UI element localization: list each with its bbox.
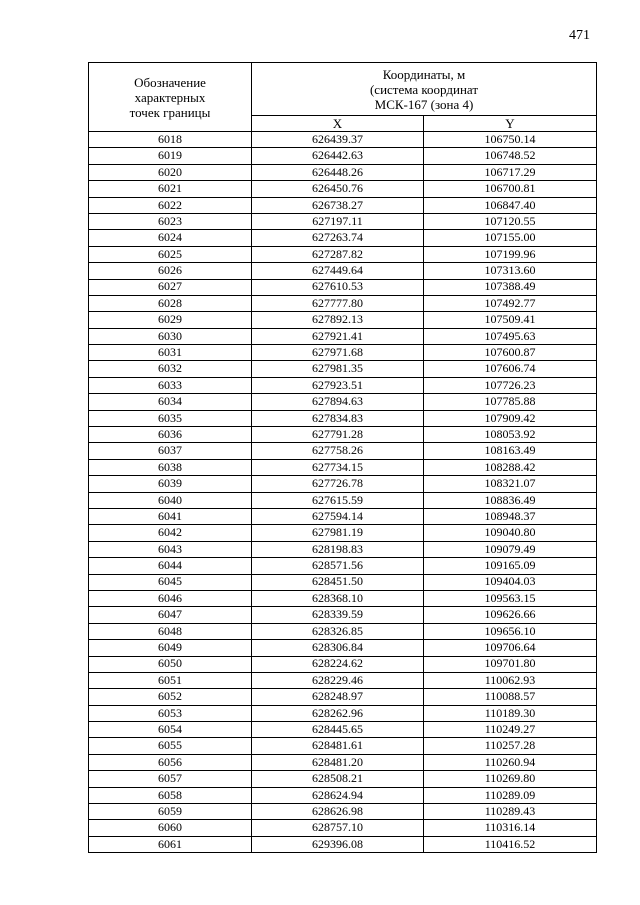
table-row	[89, 377, 597, 393]
y-coordinate-cell: 107909.42	[424, 410, 597, 426]
point-id-cell: 6021	[89, 181, 252, 197]
y-coordinate-cell: 107120.55	[424, 213, 597, 229]
table-row	[89, 361, 597, 377]
table-row	[89, 246, 597, 262]
coords-header-line3: МСК-167 (зона 4)	[374, 96, 474, 112]
table-row	[89, 213, 597, 229]
table-row	[89, 476, 597, 492]
x-coordinate-cell: 628262.96	[252, 705, 424, 721]
point-id-cell: 6032	[89, 361, 252, 377]
y-coordinate-cell: 107155.00	[424, 230, 597, 246]
x-coordinate-cell: 627894.63	[252, 394, 424, 410]
point-id-cell: 6044	[89, 558, 252, 574]
table-row	[89, 754, 597, 770]
point-id-cell: 6054	[89, 722, 252, 738]
x-coordinate-cell: 627971.68	[252, 345, 424, 361]
point-id-cell: 6050	[89, 656, 252, 672]
table-row	[89, 672, 597, 688]
point-id-cell: 6051	[89, 672, 252, 688]
y-coordinate-cell: 109701.80	[424, 656, 597, 672]
x-coordinate-cell: 626448.26	[252, 164, 424, 180]
point-id-cell: 6027	[89, 279, 252, 295]
y-coordinate-cell: 107600.87	[424, 345, 597, 361]
point-header-line1: Обозначение	[134, 74, 206, 90]
x-coordinate-cell: 627981.19	[252, 525, 424, 541]
point-id-cell: 6058	[89, 787, 252, 803]
point-id-cell: 6022	[89, 197, 252, 213]
y-coordinate-cell: 110249.27	[424, 722, 597, 738]
point-id-cell: 6049	[89, 640, 252, 656]
point-id-cell: 6025	[89, 246, 252, 262]
y-coordinate-cell: 106748.52	[424, 148, 597, 164]
y-coordinate-cell: 109404.03	[424, 574, 597, 590]
table-row	[89, 295, 597, 311]
table-row	[89, 558, 597, 574]
table-row	[89, 443, 597, 459]
y-coordinate-cell: 109079.49	[424, 541, 597, 557]
y-coordinate-cell: 107492.77	[424, 295, 597, 311]
point-id-cell: 6041	[89, 508, 252, 524]
point-id-cell: 6020	[89, 164, 252, 180]
point-id-cell: 6048	[89, 623, 252, 639]
coords-header-line1: Координаты, м	[382, 66, 466, 82]
table-row	[89, 525, 597, 541]
y-coordinate-cell: 108948.37	[424, 508, 597, 524]
y-coordinate-cell: 109563.15	[424, 590, 597, 606]
point-id-cell: 6045	[89, 574, 252, 590]
x-coordinate-cell: 628508.21	[252, 771, 424, 787]
table-row	[89, 590, 597, 606]
x-coordinate-cell: 627449.64	[252, 263, 424, 279]
point-id-cell: 6036	[89, 427, 252, 443]
x-coordinate-cell: 628306.84	[252, 640, 424, 656]
point-id-cell: 6047	[89, 607, 252, 623]
y-coordinate-cell: 107606.74	[424, 361, 597, 377]
x-coordinate-cell: 627726.78	[252, 476, 424, 492]
x-coordinate-cell: 628229.46	[252, 672, 424, 688]
y-coordinate-cell: 110062.93	[424, 672, 597, 688]
y-coordinate-cell: 109165.09	[424, 558, 597, 574]
table-row	[89, 197, 597, 213]
x-coordinate-cell: 627734.15	[252, 459, 424, 475]
point-id-cell: 6018	[89, 132, 252, 148]
y-coordinate-cell: 106847.40	[424, 197, 597, 213]
y-coordinate-cell: 107388.49	[424, 279, 597, 295]
x-coordinate-cell: 628368.10	[252, 590, 424, 606]
x-coordinate-cell: 627758.26	[252, 443, 424, 459]
table-row	[89, 640, 597, 656]
table-row	[89, 459, 597, 475]
y-coordinate-cell: 110416.52	[424, 836, 597, 852]
y-coordinate-cell: 110269.80	[424, 771, 597, 787]
point-id-cell: 6037	[89, 443, 252, 459]
point-id-cell: 6023	[89, 213, 252, 229]
y-coordinate-cell: 108163.49	[424, 443, 597, 459]
y-coordinate-cell: 109626.66	[424, 607, 597, 623]
table-row	[89, 574, 597, 590]
x-coordinate-cell: 627892.13	[252, 312, 424, 328]
y-coordinate-cell: 106700.81	[424, 181, 597, 197]
y-coordinate-cell: 110088.57	[424, 689, 597, 705]
table-row	[89, 132, 597, 148]
x-coordinate-cell: 626450.76	[252, 181, 424, 197]
table-row	[89, 263, 597, 279]
point-id-cell: 6034	[89, 394, 252, 410]
point-id-cell: 6028	[89, 295, 252, 311]
table-row	[89, 656, 597, 672]
table-row	[89, 508, 597, 524]
table-row	[89, 607, 597, 623]
x-coordinate-cell: 628224.62	[252, 656, 424, 672]
point-id-cell: 6019	[89, 148, 252, 164]
y-coordinate-cell: 106750.14	[424, 132, 597, 148]
x-coordinate-cell: 628339.59	[252, 607, 424, 623]
table-row	[89, 492, 597, 508]
table-header	[89, 63, 597, 132]
point-id-cell: 6033	[89, 377, 252, 393]
point-id-cell: 6053	[89, 705, 252, 721]
table-row	[89, 164, 597, 180]
x-coordinate-cell: 628445.65	[252, 722, 424, 738]
y-coordinate-cell: 107509.41	[424, 312, 597, 328]
x-coordinate-cell: 628757.10	[252, 820, 424, 836]
table-row	[89, 345, 597, 361]
point-id-cell: 6043	[89, 541, 252, 557]
y-coordinate-cell: 108053.92	[424, 427, 597, 443]
table-row	[89, 181, 597, 197]
x-coordinate-cell: 627615.59	[252, 492, 424, 508]
x-coordinate-cell: 628248.97	[252, 689, 424, 705]
point-id-cell: 6055	[89, 738, 252, 754]
x-coordinate-cell: 627923.51	[252, 377, 424, 393]
y-coordinate-cell: 109706.64	[424, 640, 597, 656]
x-coordinate-cell: 627791.28	[252, 427, 424, 443]
y-coordinate-cell: 107313.60	[424, 263, 597, 279]
x-coordinate-cell: 628326.85	[252, 623, 424, 639]
coords-header-line2: (система координат	[369, 81, 479, 97]
table-row	[89, 328, 597, 344]
table-row	[89, 623, 597, 639]
y-coordinate-cell: 110260.94	[424, 754, 597, 770]
x-coordinate-cell: 627594.14	[252, 508, 424, 524]
point-id-cell: 6024	[89, 230, 252, 246]
x-coordinate-cell: 626439.37	[252, 132, 424, 148]
y-coordinate-cell: 110189.30	[424, 705, 597, 721]
table-row	[89, 279, 597, 295]
x-coordinate-cell: 628571.56	[252, 558, 424, 574]
y-coordinate-cell: 110257.28	[424, 738, 597, 754]
point-id-cell: 6046	[89, 590, 252, 606]
table-row	[89, 312, 597, 328]
point-id-cell: 6029	[89, 312, 252, 328]
table-row	[89, 705, 597, 721]
table-row	[89, 427, 597, 443]
y-coordinate-cell: 108288.42	[424, 459, 597, 475]
table-row	[89, 722, 597, 738]
y-coordinate-cell: 109040.80	[424, 525, 597, 541]
table-body	[89, 132, 597, 853]
y-coordinate-cell: 107785.88	[424, 394, 597, 410]
y-coordinate-cell: 110289.09	[424, 787, 597, 803]
y-coordinate-cell: 108321.07	[424, 476, 597, 492]
x-coordinate-cell: 627981.35	[252, 361, 424, 377]
y-coordinate-cell: 107495.63	[424, 328, 597, 344]
y-column-header: Y	[424, 116, 597, 132]
y-coordinate-cell: 106717.29	[424, 164, 597, 180]
point-id-cell: 6039	[89, 476, 252, 492]
point-id-cell: 6056	[89, 754, 252, 770]
point-id-cell: 6040	[89, 492, 252, 508]
table-row	[89, 230, 597, 246]
x-coordinate-cell: 628626.98	[252, 804, 424, 820]
table-row	[89, 689, 597, 705]
x-coordinate-cell: 627197.11	[252, 213, 424, 229]
y-coordinate-cell: 110289.43	[424, 804, 597, 820]
point-id-cell: 6052	[89, 689, 252, 705]
x-coordinate-cell: 627921.41	[252, 328, 424, 344]
x-coordinate-cell: 628451.50	[252, 574, 424, 590]
x-coordinate-cell: 627610.53	[252, 279, 424, 295]
point-id-cell: 6030	[89, 328, 252, 344]
page-number: 471	[569, 28, 590, 43]
point-id-cell: 6026	[89, 263, 252, 279]
point-id-cell: 6057	[89, 771, 252, 787]
point-id-cell: 6035	[89, 410, 252, 426]
point-id-cell: 6031	[89, 345, 252, 361]
table-row	[89, 410, 597, 426]
table-row	[89, 836, 597, 852]
table-row	[89, 148, 597, 164]
x-coordinate-cell: 628198.83	[252, 541, 424, 557]
y-coordinate-cell: 109656.10	[424, 623, 597, 639]
table-row	[89, 820, 597, 836]
y-coordinate-cell: 108836.49	[424, 492, 597, 508]
x-coordinate-cell: 628481.20	[252, 754, 424, 770]
x-coordinate-cell: 628624.94	[252, 787, 424, 803]
table-row	[89, 787, 597, 803]
point-id-cell: 6060	[89, 820, 252, 836]
point-id-cell: 6059	[89, 804, 252, 820]
x-coordinate-cell: 626738.27	[252, 197, 424, 213]
point-id-cell: 6042	[89, 525, 252, 541]
coordinates-table	[88, 62, 597, 853]
point-designation-header	[89, 63, 252, 132]
x-column-header: X	[252, 116, 424, 132]
y-coordinate-cell: 107199.96	[424, 246, 597, 262]
point-id-cell: 6061	[89, 836, 252, 852]
table-row	[89, 541, 597, 557]
x-coordinate-cell: 626442.63	[252, 148, 424, 164]
x-coordinate-cell: 627263.74	[252, 230, 424, 246]
table-row	[89, 771, 597, 787]
x-coordinate-cell: 628481.61	[252, 738, 424, 754]
point-header-line2: характерных	[134, 89, 206, 105]
coordinates-header	[252, 63, 597, 116]
x-coordinate-cell: 627777.80	[252, 295, 424, 311]
x-coordinate-cell: 627287.82	[252, 246, 424, 262]
y-coordinate-cell: 107726.23	[424, 377, 597, 393]
table-row	[89, 804, 597, 820]
point-header-line3: точек границы	[129, 104, 211, 120]
table-row	[89, 394, 597, 410]
table-row	[89, 738, 597, 754]
x-coordinate-cell: 627834.83	[252, 410, 424, 426]
x-coordinate-cell: 629396.08	[252, 836, 424, 852]
y-coordinate-cell: 110316.14	[424, 820, 597, 836]
point-id-cell: 6038	[89, 459, 252, 475]
